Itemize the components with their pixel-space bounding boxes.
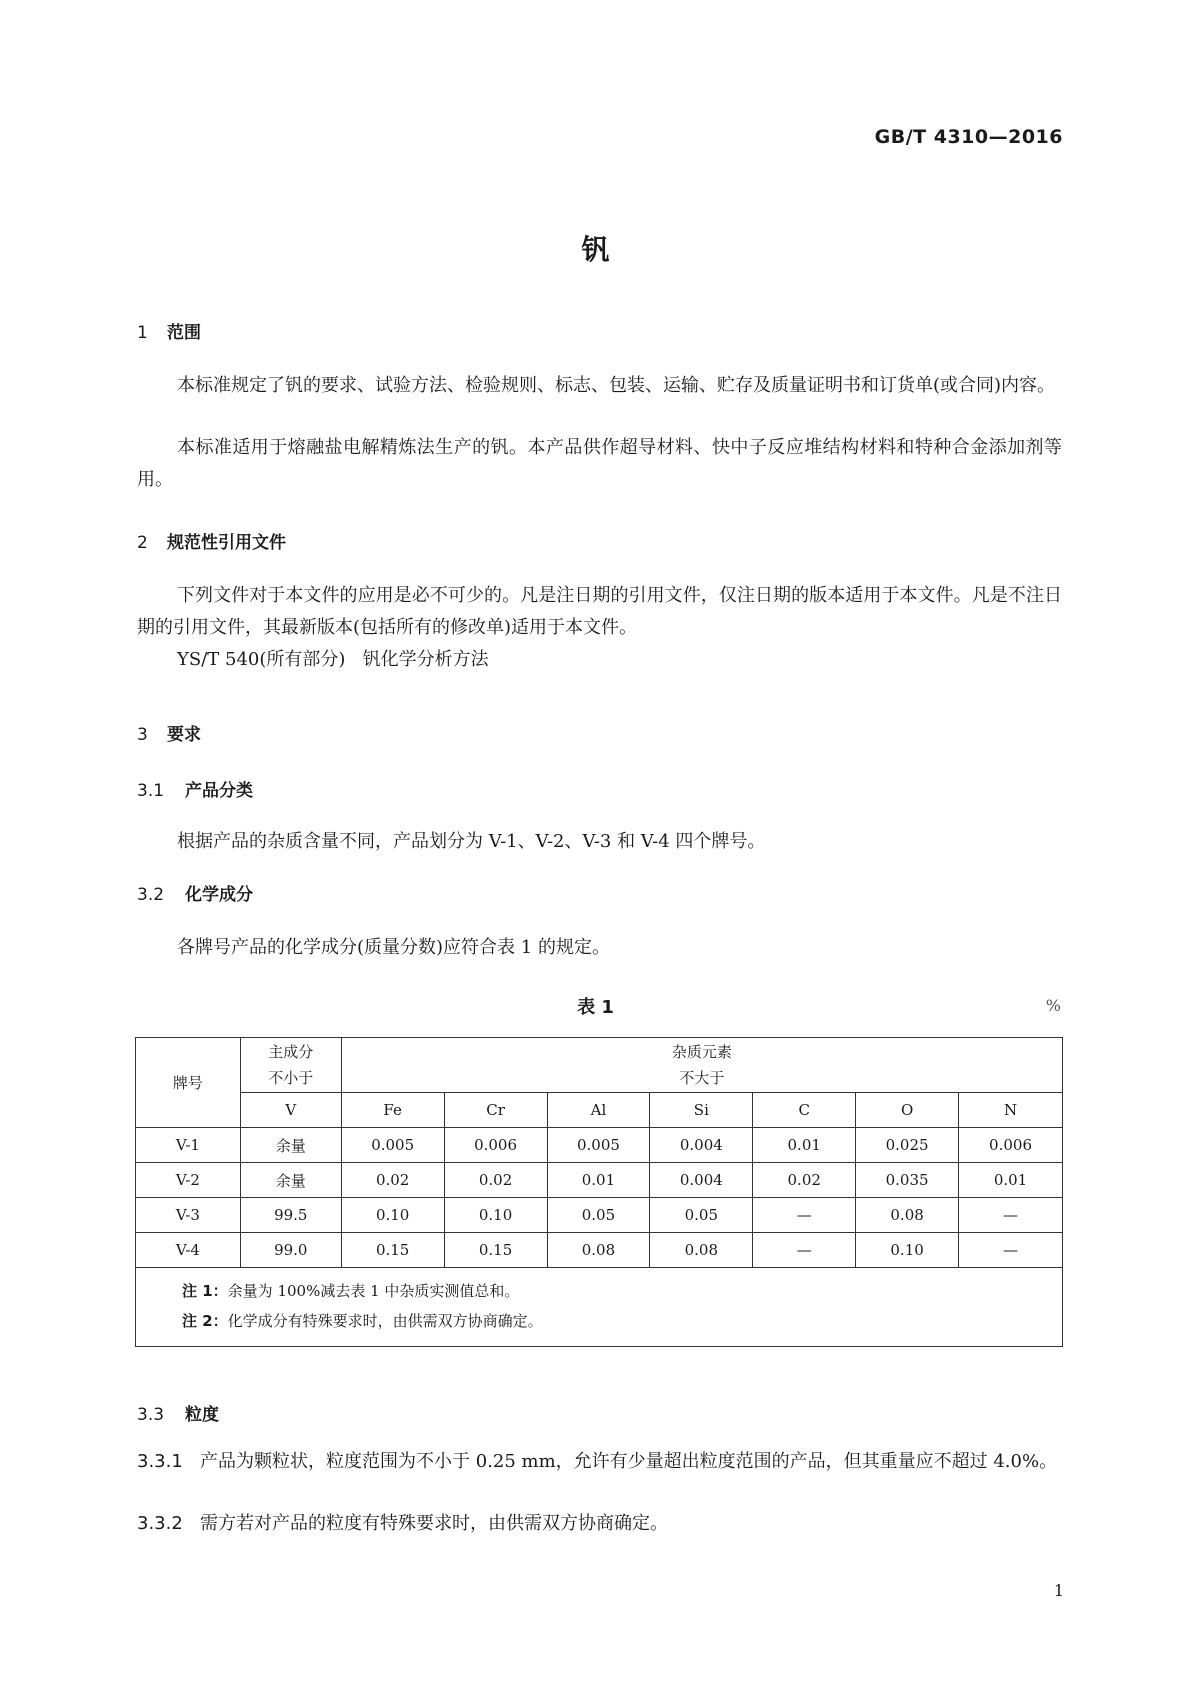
value-cell: 0.01 (753, 1128, 856, 1163)
reference-title: 钒化学分析方法 (362, 649, 489, 670)
table-caption: 表 1 (577, 997, 614, 1018)
value-cell: 0.005 (341, 1128, 444, 1163)
section-3-2-paragraph: 各牌号产品的化学成分(质量分数)应符合表 1 的规定。 (177, 937, 610, 958)
section-number: 2 (137, 533, 148, 553)
section-number: 3.2 (137, 885, 165, 905)
clause-3-3-1 (137, 1446, 1062, 1478)
grade-header: 牌号 (136, 1038, 241, 1128)
section-2-paragraph-1: 下列文件对于本文件的应用是必不可少的。凡是注日期的引用文件，仅注日期的版本适用于本文件。凡是不注日期的引用文件，其最新版本(包括所有的修改单)适用于本文件。 (137, 585, 1062, 638)
note-text: 化学成分有特殊要求时，由供需双方协商确定。 (227, 1312, 543, 1330)
impurity-qualifier: 不大于 (679, 1069, 725, 1087)
main-component-header (240, 1038, 341, 1093)
table-row (136, 1128, 1063, 1163)
table-note-1 (182, 1276, 1062, 1306)
main-component-qualifier: 不小于 (268, 1069, 314, 1087)
value-cell: 0.02 (444, 1163, 547, 1198)
value-cell: 0.004 (650, 1128, 753, 1163)
value-cell: 0.01 (547, 1163, 650, 1198)
impurity-header (341, 1038, 1062, 1093)
section-3-1-paragraph: 根据产品的杂质含量不同，产品划分为 V-1、V-2、V-3 和 V-4 四个牌号。 (177, 831, 766, 852)
section-title: 范围 (167, 323, 201, 343)
value-cell: 0.02 (341, 1163, 444, 1198)
value-cell: — (753, 1233, 856, 1268)
element-header: N (959, 1093, 1063, 1128)
section-title: 粒度 (185, 1405, 219, 1425)
section-title: 产品分类 (185, 781, 253, 801)
section-1-paragraph-2: 本标准适用于熔融盐电解精炼法生产的钒。本产品供作超导材料、快中子反应堆结构材料和特种合金添加剂等用。 (137, 437, 1062, 490)
clause-number: 3.3.1 (137, 1451, 183, 1472)
grade-cell: V-3 (136, 1198, 241, 1233)
element-header: Al (547, 1093, 650, 1128)
main-cell: 99.5 (240, 1198, 341, 1233)
clause-text: 需方若对产品的粒度有特殊要求时，由供需双方协商确定。 (199, 1513, 668, 1534)
section-number: 3 (137, 725, 148, 745)
grade-cell: V-2 (136, 1163, 241, 1198)
value-cell: 0.035 (856, 1163, 959, 1198)
value-cell: 0.006 (959, 1128, 1063, 1163)
clause-text: 产品为颗粒状，粒度范围为不小于 0.25 mm，允许有少量超出粒度范围的产品，但其重量应不超过 4.0%。 (199, 1451, 1058, 1472)
grade-cell: V-1 (136, 1128, 241, 1163)
section-number: 3.3 (137, 1405, 165, 1425)
standard-number: GB/T 4310—2016 (874, 126, 1063, 148)
element-header: V (240, 1093, 341, 1128)
table-row (136, 1198, 1063, 1233)
section-3-3-heading (137, 1400, 219, 1425)
value-cell: 0.004 (650, 1163, 753, 1198)
value-cell: 0.08 (650, 1233, 753, 1268)
main-cell: 余量 (240, 1163, 341, 1198)
note-text: 余量为 100%减去表 1 中杂质实测值总和。 (227, 1282, 520, 1300)
table-note-2 (182, 1306, 1062, 1336)
table-row (136, 1163, 1063, 1198)
value-cell: 0.10 (341, 1198, 444, 1233)
element-header: Si (650, 1093, 753, 1128)
value-cell: — (959, 1233, 1063, 1268)
section-3-heading (137, 720, 201, 745)
note-label: 注 1： (182, 1282, 228, 1300)
value-cell: 0.05 (650, 1198, 753, 1233)
section-title: 化学成分 (185, 885, 253, 905)
value-cell: 0.05 (547, 1198, 650, 1233)
value-cell: — (753, 1198, 856, 1233)
value-cell: 0.08 (547, 1233, 650, 1268)
clause-3-3-2 (137, 1508, 1062, 1540)
section-3-1-heading (137, 776, 253, 801)
section-number: 1 (137, 323, 148, 343)
note-label: 注 2： (182, 1312, 228, 1330)
value-cell: 0.006 (444, 1128, 547, 1163)
element-header: C (753, 1093, 856, 1128)
section-number: 3.1 (137, 781, 165, 801)
main-cell: 99.0 (240, 1233, 341, 1268)
value-cell: 0.10 (444, 1198, 547, 1233)
value-cell: 0.15 (444, 1233, 547, 1268)
main-cell: 余量 (240, 1128, 341, 1163)
table-row (136, 1233, 1063, 1268)
table-unit: % (1045, 996, 1061, 1015)
impurity-label: 杂质元素 (671, 1043, 732, 1061)
document-title: 钒 (581, 233, 610, 266)
element-header: Fe (341, 1093, 444, 1128)
section-1-paragraph-1: 本标准规定了钒的要求、试验方法、检验规则、标志、包装、运输、贮存及质量证明书和订货单(或合同)内容。 (177, 375, 1056, 396)
section-title: 规范性引用文件 (167, 533, 286, 553)
reference-code: YS/T 540(所有部分) (177, 649, 346, 670)
value-cell: 0.01 (959, 1163, 1063, 1198)
section-1-heading (137, 318, 201, 343)
table-notes (136, 1268, 1063, 1347)
page-number: 1 (1053, 1581, 1064, 1600)
value-cell: 0.08 (856, 1198, 959, 1233)
clause-number: 3.3.2 (137, 1513, 183, 1534)
value-cell: 0.10 (856, 1233, 959, 1268)
normative-reference (137, 644, 1062, 676)
grade-cell: V-4 (136, 1233, 241, 1268)
value-cell: 0.02 (753, 1163, 856, 1198)
chemical-composition-table (135, 1037, 1063, 1347)
value-cell: 0.025 (856, 1128, 959, 1163)
element-header: O (856, 1093, 959, 1128)
section-3-2-heading (137, 880, 253, 905)
value-cell: 0.005 (547, 1128, 650, 1163)
section-title: 要求 (167, 725, 201, 745)
value-cell: — (959, 1198, 1063, 1233)
element-header: Cr (444, 1093, 547, 1128)
section-2-heading (137, 528, 286, 553)
main-component-label: 主成分 (268, 1043, 314, 1061)
value-cell: 0.15 (341, 1233, 444, 1268)
